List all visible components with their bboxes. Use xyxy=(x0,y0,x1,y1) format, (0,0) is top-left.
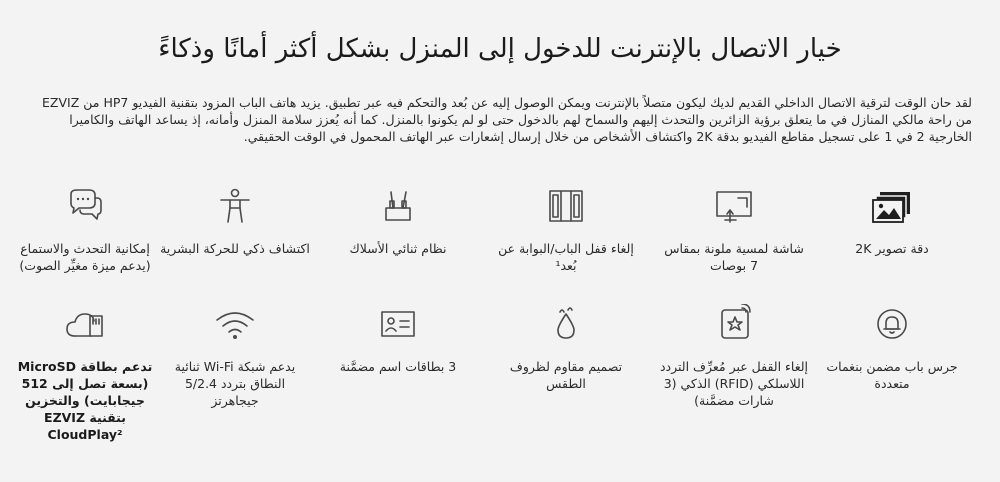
photos-icon xyxy=(870,186,914,226)
feature-name-cards xyxy=(323,304,473,375)
human-detection-icon xyxy=(213,186,257,226)
feature-storage xyxy=(10,304,160,443)
feature-dual-band-wifi xyxy=(160,304,310,409)
feature-touchscreen xyxy=(659,186,809,274)
features-grid xyxy=(0,186,1000,442)
chat-icon xyxy=(63,186,107,226)
page-title: خيار الاتصال بالإنترنت للدخول إلى المنزل بشكل أكثر أمانًا وذكاءً xyxy=(158,34,842,64)
cloud-sd-icon xyxy=(63,304,107,344)
feature-label: إمكانية التحدث والاستماع (يدعم ميزة مغيِّر الصوت) xyxy=(19,241,151,273)
feature-label: شاشة لمسية ملونة بمقاس 7 بوصات xyxy=(664,241,804,273)
feature-label: يدعم شبكة Wi-Fi ثنائية النطاق بتردد 5/2.4 جيجاهرتز xyxy=(174,359,296,408)
feature-weatherproof xyxy=(491,304,641,392)
feature-label: نظام ثنائي الأسلاك xyxy=(349,241,447,256)
rfid-icon xyxy=(712,304,756,344)
feature-doorbell xyxy=(817,304,967,392)
feature-door-unlock xyxy=(491,186,641,274)
feature-label: اكتشاف ذكي للحركة البشرية xyxy=(160,241,310,256)
feature-label: إلغاء قفل الباب/البوابة عن بُعد¹ xyxy=(498,241,634,273)
wifi-icon xyxy=(213,304,257,344)
feature-label: تدعم بطاقة MicroSD (بسعة تصل إلى 512 جيجابايت) والتخزين بتقنية EZVIZ CloudPlay² xyxy=(17,359,153,442)
feature-label: جرس باب مضمن بنغمات متعددة xyxy=(826,359,958,391)
intro-paragraph: لقد حان الوقت لترقية الاتصال الداخلي القديم لديك ليكون متصلاً بالإنترنت ويمكن الوصول إليه عن بُعد والتحكم فيه عبر تطبيق. يزيد هاتف الباب المزود بتقنية الفيديو HP7 من EZVIZ من راحة مالكي المنازل في ما يتعلق برؤية الزائرين والتحدث إليهم والسماح لهم بالدخول حتى لو لم يكونوا بالمنزل. كما أنه يُعزز سلامة المنزل وأمانه، إذ يساعد الهاتف والكاميرا الخارجية 2 في 1 على تسجيل مقاطع الفيديو بدقة 2K واكتشاف الأشخاص من خلال إرسال إشعارات عبر الهاتف المحمول في الوقت الحقيقي. xyxy=(42,95,972,144)
feature-rfid xyxy=(659,304,809,409)
touchscreen-icon xyxy=(712,186,756,226)
name-card-icon xyxy=(376,304,420,344)
bell-icon xyxy=(870,304,914,344)
two-wire-icon xyxy=(376,186,420,226)
feature-two-wire xyxy=(323,186,473,257)
weatherproof-icon xyxy=(544,304,588,344)
feature-label: إلغاء القفل عبر مُعرِّف التردد اللاسلكي (RFID) الذكي (3 شارات مضمَّنة) xyxy=(659,359,809,408)
feature-label: تصميم مقاوم لظروف الطقس xyxy=(509,359,623,391)
feature-human-detection xyxy=(160,186,310,257)
feature-label: 3 بطاقات اسم مضمَّنة xyxy=(339,359,457,374)
feature-label: دقة تصوير 2K xyxy=(855,241,929,256)
door-unlock-icon xyxy=(544,186,588,226)
feature-2k-resolution xyxy=(817,186,967,257)
feature-two-way-talk xyxy=(10,186,160,274)
